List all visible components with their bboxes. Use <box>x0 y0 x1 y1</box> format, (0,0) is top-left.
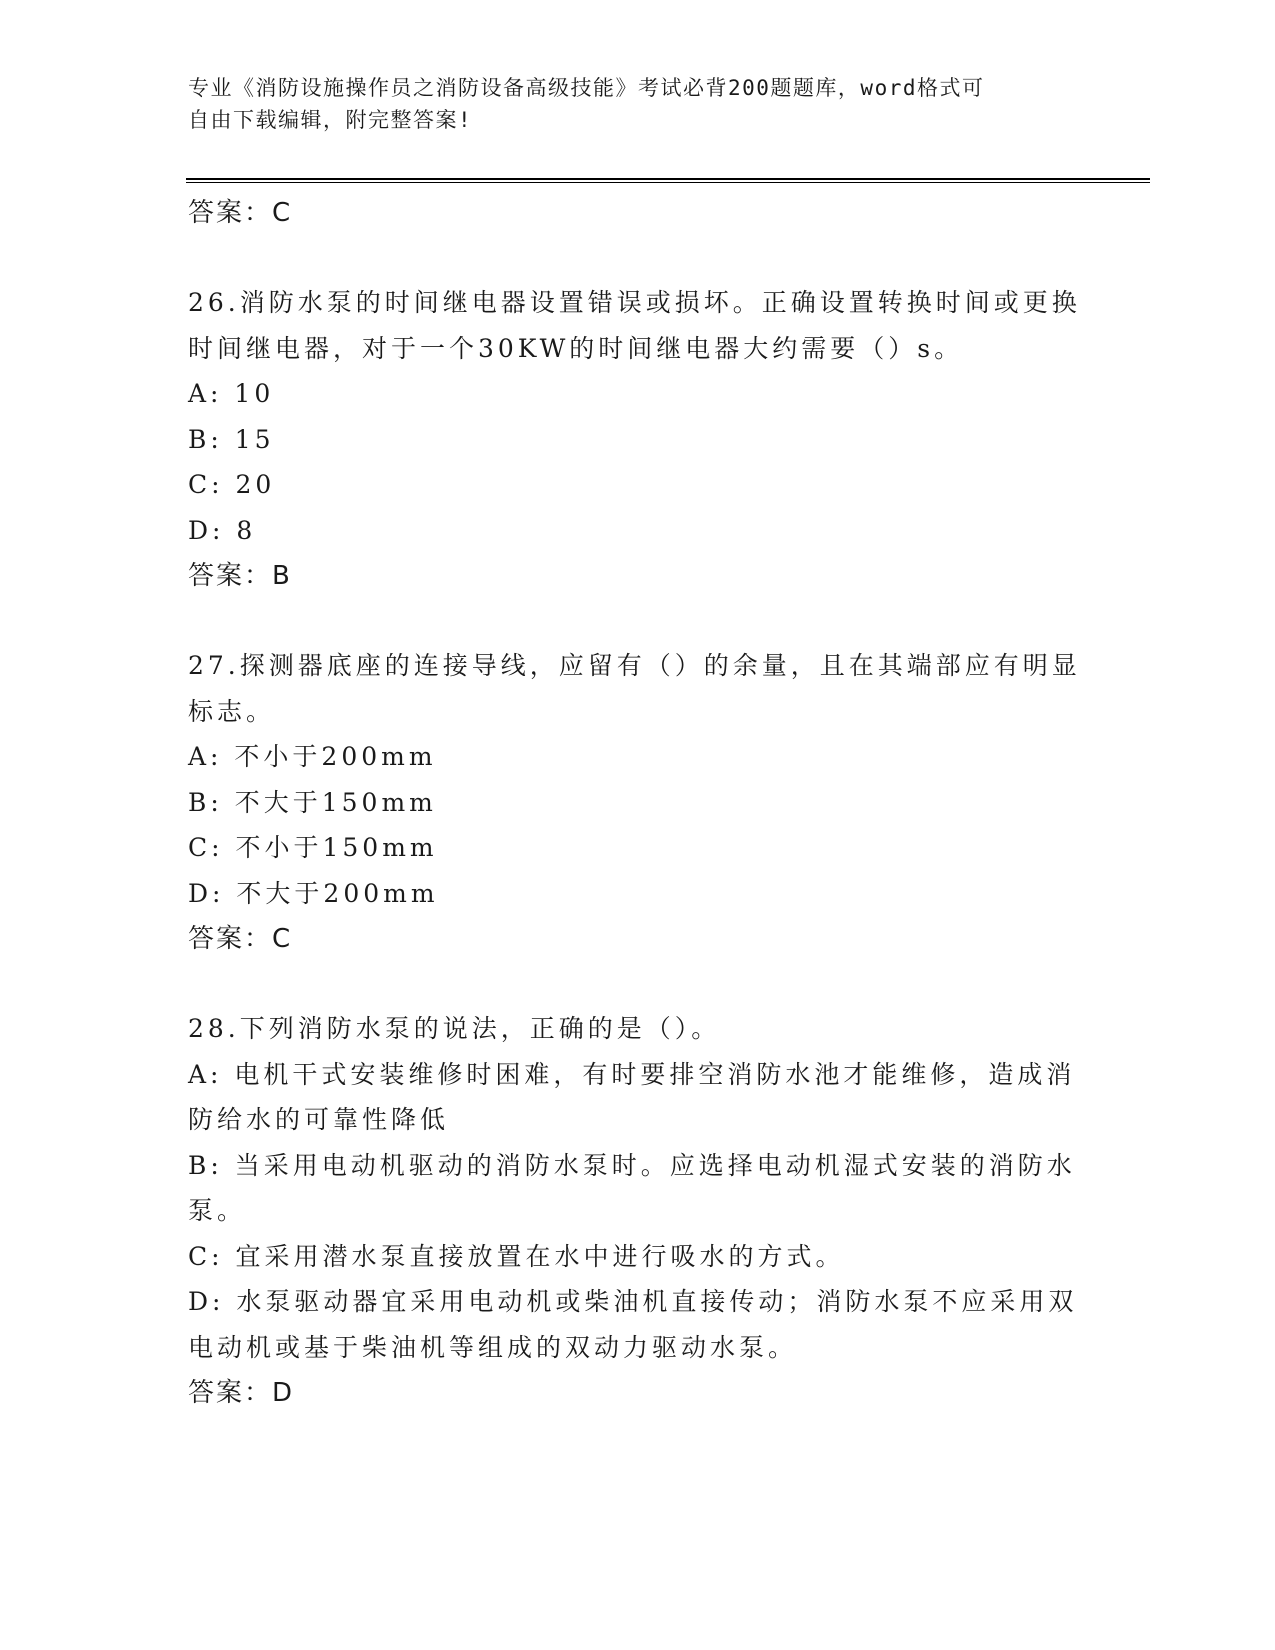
answer-line: 答案：D <box>188 1378 295 1408</box>
option-c: C: 宜采用潜水泵直接放置在水中进行吸水的方式。 <box>188 1241 845 1271</box>
question-block <box>188 643 1088 962</box>
option-b: B: 15 <box>188 424 275 454</box>
option-d: D: 8 <box>188 515 257 545</box>
option-d: D: 水泵驱动器宜采用电动机或柴油机直接传动；消防水泵不应采用双电动机或基于柴油机等组成的双动力驱动水泵。 <box>188 1287 1078 1362</box>
option-b: B: 不大于150mm <box>188 787 437 817</box>
answer-line: 答案：C <box>188 198 293 228</box>
header-line-2: 自由下载编辑，附完整答案! <box>188 108 473 132</box>
header-rule-thick <box>186 178 1150 180</box>
option-a: A: 10 <box>188 379 275 408</box>
header-rule-thin <box>186 182 1150 183</box>
option-d: D: 不大于200mm <box>188 878 439 908</box>
document-body <box>188 190 1088 1416</box>
option-c: C: 不小于150mm <box>188 833 438 862</box>
question-text: 27.探测器底座的连接导线，应留有（）的余量，且在其端部应有明显标志。 <box>188 651 1081 726</box>
option-a: A: 电机干式安装维修时困难，有时要排空消防水池才能维修，造成消防给水的可靠性降低 <box>188 1059 1076 1134</box>
answer-line: 答案：B <box>188 561 292 591</box>
option-a: A: 不小于200mm <box>188 742 437 771</box>
question-block <box>188 1006 1088 1416</box>
question-text: 26.消防水泵的时间继电器设置错误或损坏。正确设置转换时间或更换时间继电器，对于一个30KW的时间继电器大约需要（）s。 <box>188 288 1081 363</box>
option-b: B: 当采用电动机驱动的消防水泵时。应选择电动机湿式安装的消防水泵。 <box>188 1150 1076 1225</box>
question-text: 28.下列消防水泵的说法，正确的是（）。 <box>188 1014 721 1043</box>
question-block <box>188 280 1088 599</box>
answer-line: 答案：C <box>188 924 293 954</box>
header-line-1: 专业《消防设施操作员之消防设备高级技能》考试必背200题题库，word格式可 <box>188 76 985 100</box>
option-c: C: 20 <box>188 470 276 499</box>
document-header <box>188 72 1068 136</box>
